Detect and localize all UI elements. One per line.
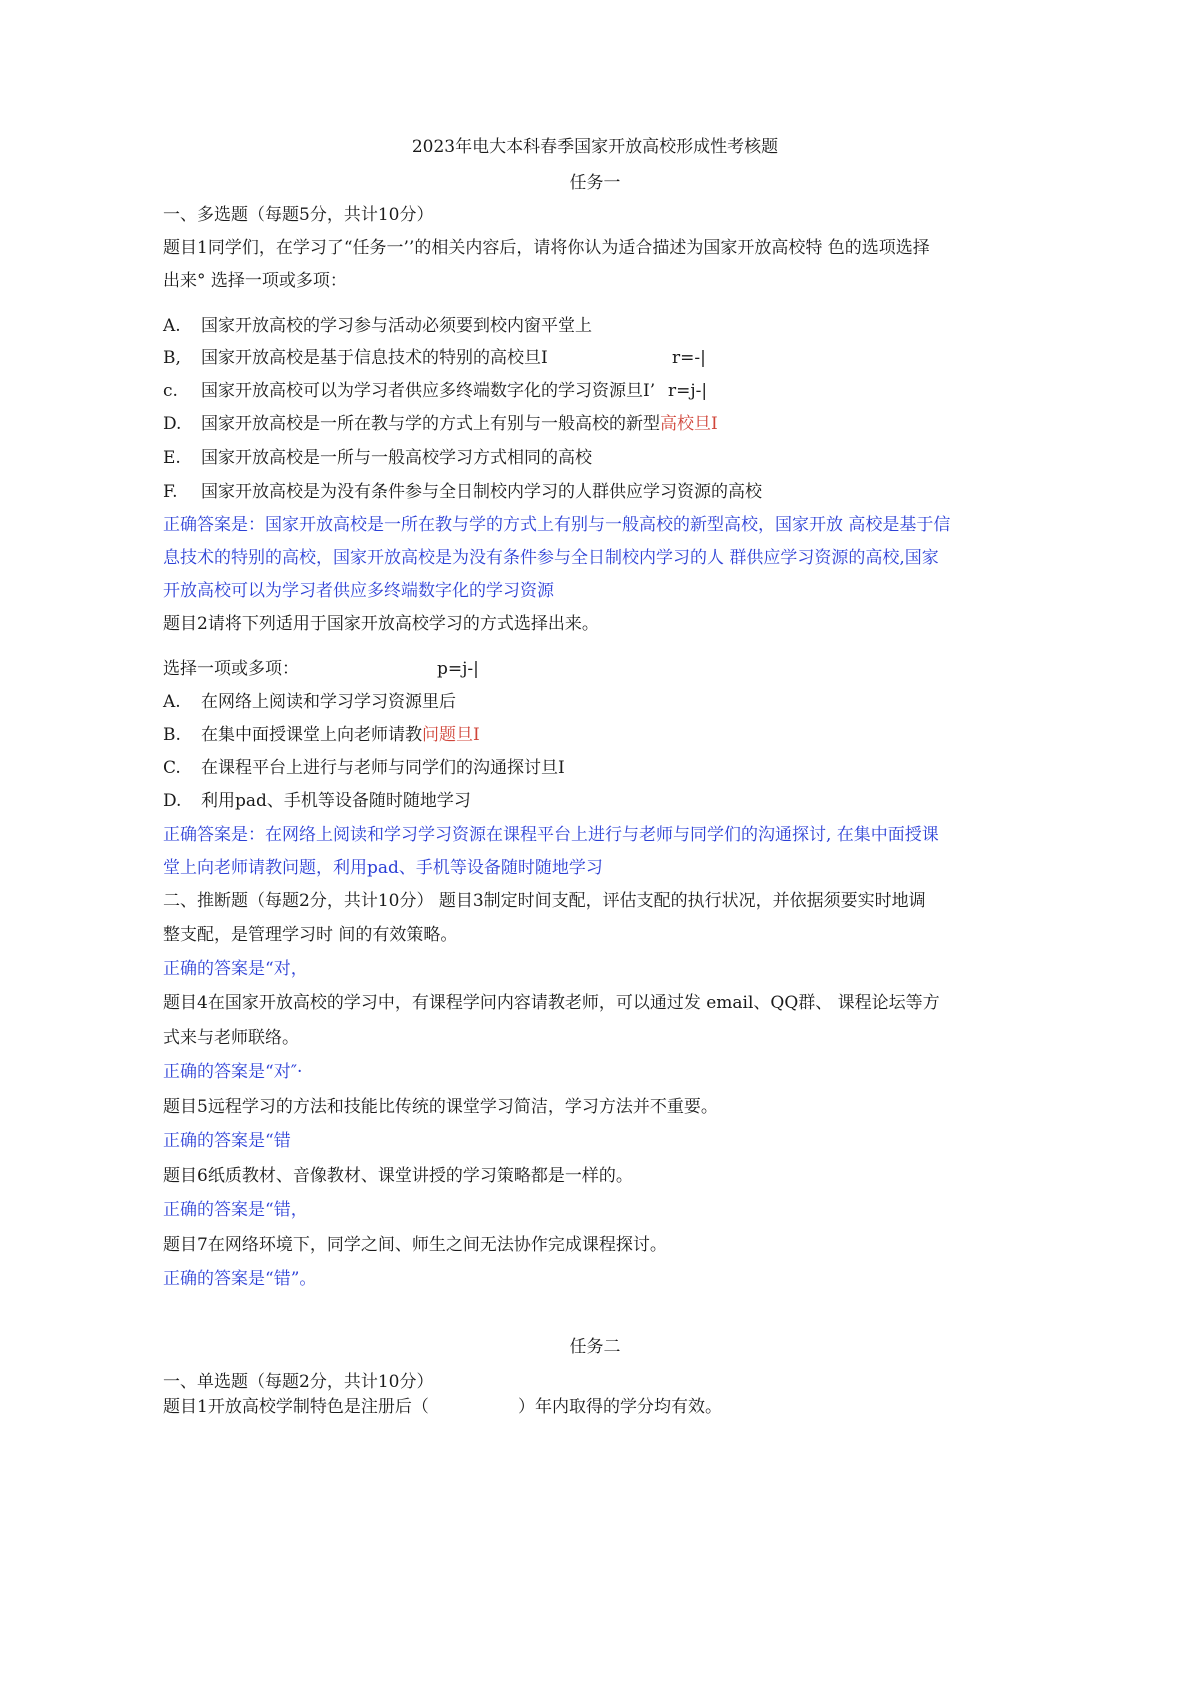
q2-prompt-mark: p=j-|: [437, 659, 479, 679]
q1-option-e[interactable]: [163, 447, 592, 469]
q2-answer-line2: 堂上向老师请教问题，利用pad、手机等设备随时随地学习: [163, 858, 603, 878]
task1-section1-heading: 一、多选题（每题5分，共计10分）: [163, 205, 434, 225]
q1-option-b[interactable]: [163, 347, 548, 369]
q1-answer-line2: 息技术的特别的高校，国家开放高校是为没有条件参与全日制校内学习的人 群供应学习资源的高校,国家: [163, 548, 939, 568]
q5-text: 题目5远程学习的方法和技能比传统的课堂学习简洁，学习方法并不重要。: [163, 1097, 718, 1117]
option-text: 国家开放高校可以为学习者供应多终端数字化的学习资源旦Ⅰ’: [201, 381, 656, 401]
option-highlight: 问题旦Ⅰ: [422, 725, 480, 745]
q2-option-c[interactable]: [163, 757, 565, 779]
q1-option-a[interactable]: [163, 315, 592, 337]
q2-option-b[interactable]: [163, 724, 480, 746]
q2-option-d[interactable]: [163, 790, 471, 812]
q6-answer: 正确的答案是“错，: [163, 1200, 308, 1220]
option-text: 国家开放高校是为没有条件参与全日制校内学习的人群供应学习资源的高校: [201, 482, 762, 502]
task1-heading: 任务一: [569, 173, 621, 193]
option-text: 国家开放高校是基于信息技术的特别的高校旦Ⅰ: [201, 348, 548, 368]
q7-text: 题目7在网络环境下，同学之间、师生之间无法协作完成课程探讨。: [163, 1235, 667, 1255]
option-text: 国家开放高校的学习参与活动必须要到校内窗平堂上: [201, 316, 592, 336]
task2-heading: 任务二: [569, 1337, 621, 1357]
q4-answer: 正确的答案是“对″·: [163, 1062, 303, 1082]
q3-answer: 正确的答案是“对，: [163, 959, 308, 979]
option-text: 在网络上阅读和学习学习资源里后: [201, 692, 456, 712]
q2-answer-line1: 正确答案是：在网络上阅读和学习学习资源在课程平台上进行与老师与同学们的沟通探讨, 在集中面授课: [163, 825, 939, 845]
q1-option-c-mark: r=j-|: [668, 381, 708, 401]
option-letter: B,: [163, 348, 181, 368]
q1-option-d[interactable]: [163, 413, 718, 435]
task2-q1-text-start: 题目1开放高校学制特色是注册后（: [163, 1397, 429, 1417]
q7-answer: 正确的答案是“错”。: [163, 1269, 317, 1289]
option-text: 国家开放高校是一所与一般高校学习方式相同的高校: [201, 448, 592, 468]
option-letter: D.: [163, 791, 182, 811]
q4-text-line2: 式来与老师联络。: [163, 1028, 299, 1048]
option-letter: c.: [163, 381, 178, 401]
option-text: 在课程平台上进行与老师与同学们的沟通探讨旦Ⅰ: [201, 758, 565, 778]
option-letter: B.: [163, 725, 181, 745]
option-text: 在集中面授课堂上向老师请教: [201, 725, 422, 745]
option-letter: A.: [163, 692, 181, 712]
q1-option-b-mark: r=-|: [672, 348, 706, 368]
q1-answer-line1: 正确答案是：国家开放高校是一所在教与学的方式上有别与一般高校的新型高校，国家开放 高校是基于信: [163, 515, 951, 535]
option-text: 利用pad、手机等设备随时随地学习: [201, 791, 471, 811]
q2-prompt: 选择一项或多项：: [163, 659, 299, 679]
task2-q1-text-end: ）年内取得的学分均有效。: [518, 1397, 722, 1417]
q4-text-line1: 题目4在国家开放高校的学习中，有课程学问内容请教老师，可以通过发 email、QQ群、 课程论坛等方: [163, 993, 940, 1013]
section2-line1: 二、推断题（每题2分，共计10分） 题目3制定时间支配，评估支配的执行状况，并依据须要实时地调: [163, 891, 926, 911]
q1-text-line1: 题目1同学们，在学习了“任务一’’的相关内容后，请将你认为适合描述为国家开放高校特 色的选项选择: [163, 238, 930, 258]
option-highlight: 高校旦Ⅰ: [660, 414, 718, 434]
option-text: 国家开放高校是一所在教与学的方式上有别与一般高校的新型: [201, 414, 660, 434]
q1-answer-line3: 开放高校可以为学习者供应多终端数字化的学习资源: [163, 581, 554, 601]
option-letter: F.: [163, 482, 178, 502]
task2-section1-heading: 一、单选题（每题2分，共计10分）: [163, 1372, 434, 1392]
section2-line2: 整支配，是管理学习时 间的有效策略。: [163, 925, 458, 945]
q5-answer: 正确的答案是“错: [163, 1131, 291, 1151]
option-letter: E.: [163, 448, 181, 468]
q1-option-f[interactable]: [163, 481, 762, 503]
q1-text-line2: 出来° 选择一项或多项：: [163, 271, 347, 291]
option-letter: C.: [163, 758, 181, 778]
q1-option-c[interactable]: [163, 380, 655, 402]
option-letter: D.: [163, 414, 182, 434]
q2-option-a[interactable]: [163, 691, 456, 713]
q2-text: 题目2请将下列适用于国家开放高校学习的方式选择出来。: [163, 614, 599, 634]
document-title: 2023年电大本科春季国家开放高校形成性考核题: [411, 137, 779, 157]
q6-text: 题目6纸质教材、音像教材、课堂讲授的学习策略都是一样的。: [163, 1166, 633, 1186]
option-letter: A.: [163, 316, 181, 336]
